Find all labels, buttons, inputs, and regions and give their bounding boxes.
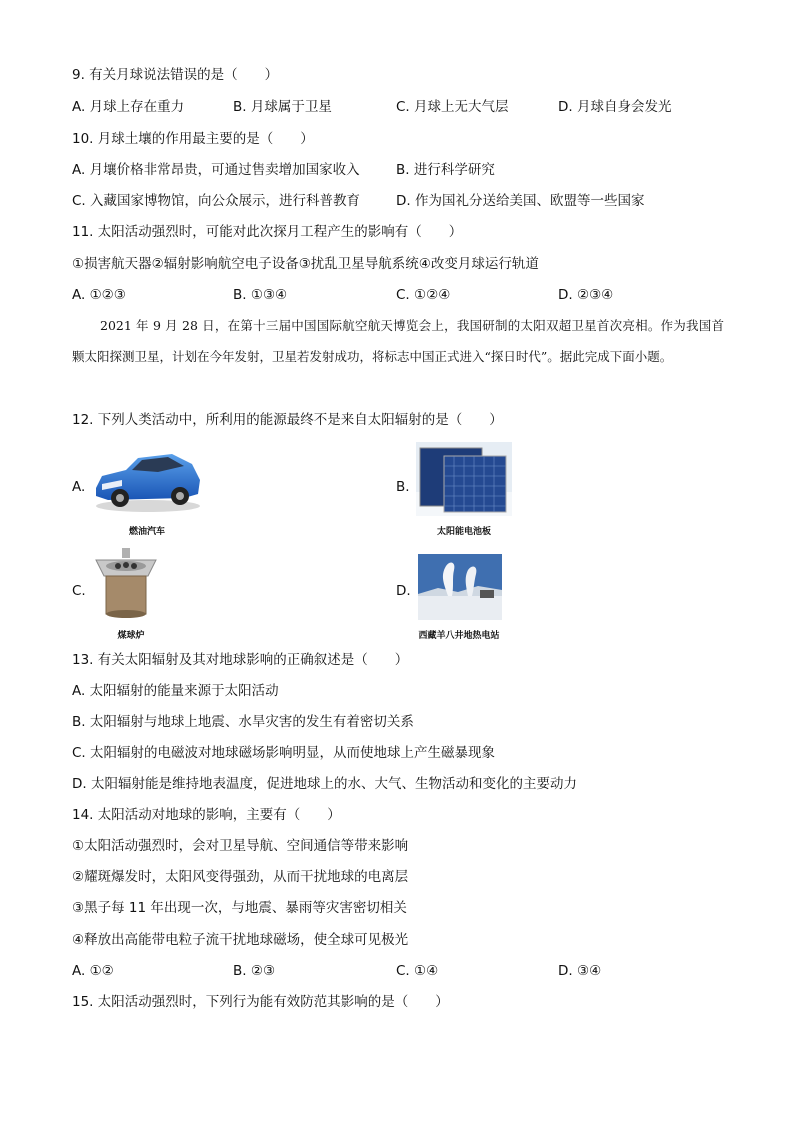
reading-passage [72, 310, 724, 372]
coal-stove-image [92, 546, 160, 622]
q9-option-a: A. 月球上存在重力 [72, 99, 185, 115]
q12-option-d-caption: 西藏羊八井地热电站 [418, 631, 500, 641]
q10-option-a: A. 月壤价格非常昂贵，可通过售卖增加国家收入 [72, 162, 360, 178]
q14-option-d: D. ③④ [558, 963, 602, 979]
question-11-stem: 11. 太阳活动强烈时，可能对此次探月工程产生的影响有（ ） [72, 224, 463, 240]
q12-option-a-letter: A. [72, 479, 86, 495]
q12-option-a-caption: 燃油汽车 [128, 527, 165, 537]
q14-statement-4: ④释放出高能带电粒子流干扰地球磁场，使全球可见极光 [72, 932, 409, 948]
question-13-stem: 13. 有关太阳辐射及其对地球影响的正确叙述是（ ） [72, 652, 409, 668]
passage-text: 2021 年 9 月 28 日，在第十三届中国国际航空航天博览会上，我国研制的太阳双超卫星首次亮相。作为我国首颗太阳探测卫星，计划在今年发射，卫星若发射成功，将标志中国正式进入“探日时代”。据此完成下面小题。 [72, 318, 724, 364]
q14-option-b: B. ②③ [233, 963, 276, 979]
q14-statement-1: ①太阳活动强烈时，会对卫星导航、空间通信等带来影响 [72, 838, 409, 854]
q13-option-b: B. 太阳辐射与地球上地震、水旱灾害的发生有着密切关系 [72, 714, 414, 730]
q12-option-c-letter: C. [72, 583, 86, 599]
q11-option-a: A. ①②③ [72, 287, 126, 303]
q11-statements: ①损害航天器②辐射影响航空电子设备③扰乱卫星导航系统④改变月球运行轨道 [72, 256, 539, 272]
q10-option-d: D. 作为国礼分送给美国、欧盟等一些国家 [396, 193, 645, 209]
question-10-stem: 10. 月球土壤的作用最主要的是（ ） [72, 131, 314, 147]
q9-option-c: C. 月球上无大气层 [396, 99, 509, 115]
q12-option-d-letter: D. [396, 583, 411, 599]
q14-statement-3: ③黑子每 11 年出现一次，与地震、暴雨等灾害密切相关 [72, 900, 407, 916]
question-12-stem: 12. 下列人类活动中，所利用的能源最终不是来自太阳辐射的是（ ） [72, 412, 503, 428]
question-15-stem: 15. 太阳活动强烈时，下列行为能有效防范其影响的是（ ） [72, 994, 449, 1010]
q9-option-d: D. 月球自身会发光 [558, 99, 672, 115]
geothermal-plant-image [418, 554, 502, 620]
q12-option-b-caption: 太阳能电池板 [436, 527, 491, 537]
question-14-stem: 14. 太阳活动对地球的影响，主要有（ ） [72, 807, 341, 823]
car-image [88, 440, 206, 518]
q9-option-b: B. 月球属于卫星 [233, 99, 332, 115]
q12-option-b-letter: B. [396, 479, 410, 495]
solar-panel-image [416, 442, 512, 516]
q14-option-c: C. ①④ [396, 963, 439, 979]
q10-option-c: C. 入藏国家博物馆，向公众展示，进行科普教育 [72, 193, 361, 209]
q11-option-d: D. ②③④ [558, 287, 614, 303]
q13-option-c: C. 太阳辐射的电磁波对地球磁场影响明显，从而使地球上产生磁暴现象 [72, 745, 496, 761]
q14-statement-2: ②耀斑爆发时，太阳风变得强劲，从而干扰地球的电离层 [72, 869, 409, 885]
q13-option-a: A. 太阳辐射的能量来源于太阳活动 [72, 683, 279, 699]
q10-option-b: B. 进行科学研究 [396, 162, 495, 178]
q14-option-a: A. ①② [72, 963, 114, 979]
question-9-stem: 9. 有关月球说法错误的是（ ） [72, 67, 279, 83]
q12-option-c-caption: 煤球炉 [117, 631, 145, 641]
q11-option-b: B. ①③④ [233, 287, 288, 303]
q13-option-d: D. 太阳辐射能是维持地表温度，促进地球上的水、大气、生物活动和变化的主要动力 [72, 776, 577, 792]
q11-option-c: C. ①②④ [396, 287, 451, 303]
